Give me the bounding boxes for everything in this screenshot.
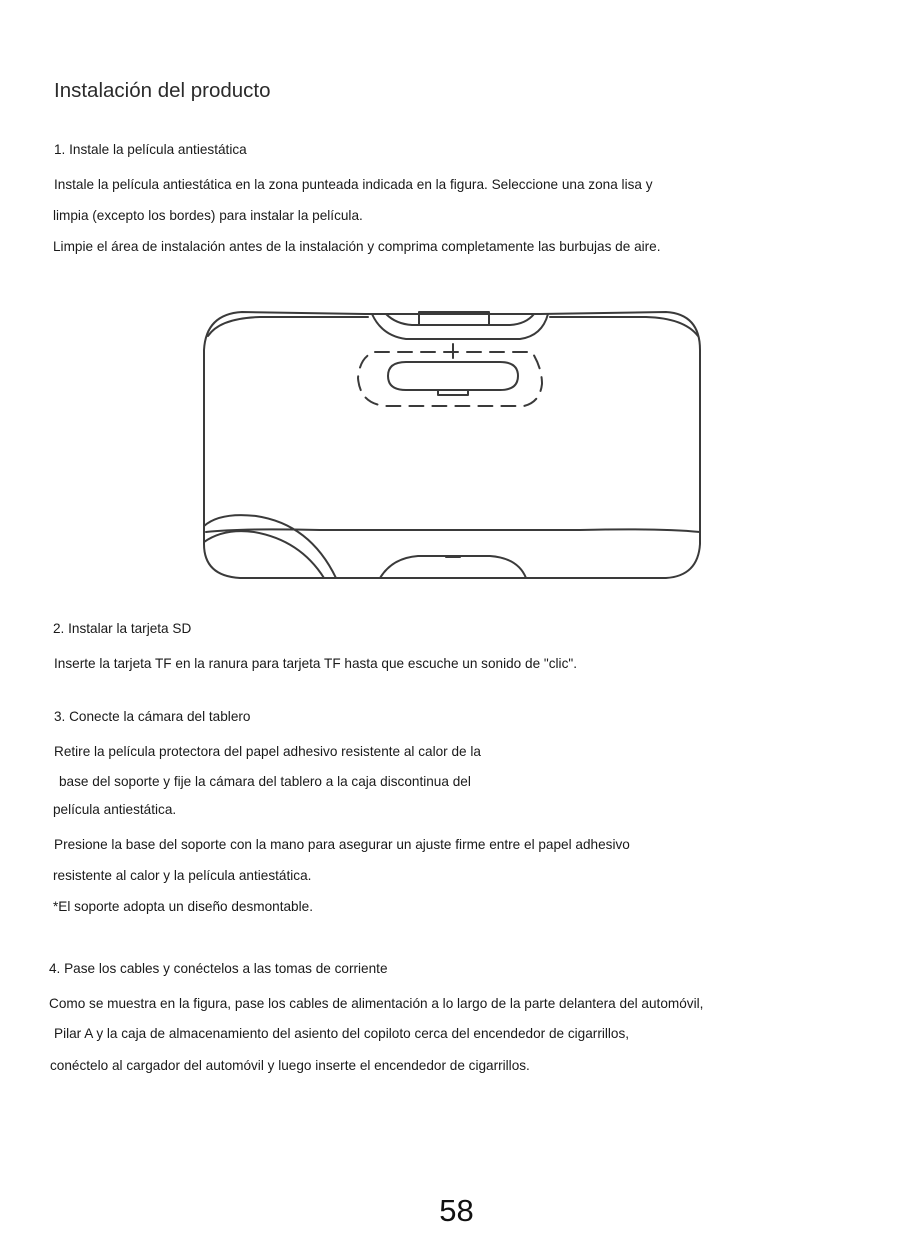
section-2-heading: 2. Instalar la tarjeta SD	[53, 621, 192, 636]
page-title: Instalación del producto	[54, 79, 271, 102]
section-3-text: Retire la película protectora del papel adhesivo resistente al calor de la	[54, 744, 481, 759]
section-4-text: conéctelo al cargador del automóvil y luego inserte el encendedor de cigarrillos.	[50, 1058, 530, 1073]
section-4-text: Como se muestra en la figura, pase los cables de alimentación a lo largo de la parte delantera del automóvil,	[49, 996, 704, 1011]
section-4-heading: 4. Pase los cables y conéctelos a las tomas de corriente	[49, 961, 388, 976]
section-3-note: *El soporte adopta un diseño desmontable.	[53, 899, 313, 914]
section-4-text: Pilar A y la caja de almacenamiento del asiento del copiloto cerca del encendedor de cigarrillos,	[54, 1026, 630, 1041]
top-left-lip	[208, 317, 368, 336]
section-3-text: Presione la base del soporte con la mano para asegurar un ajuste firme entre el papel adhesivo	[54, 837, 630, 852]
dashed-zone	[358, 352, 542, 406]
section-3-text: película antiestática.	[53, 802, 177, 817]
lower-panel-line	[206, 529, 700, 532]
bottom-bump	[380, 556, 526, 578]
top-right-lip	[550, 317, 698, 336]
section-1-text: Instale la película antiestática en la zona punteada indicada en la figura. Seleccione una zona lisa y	[54, 177, 653, 192]
page-number: 58	[439, 1193, 474, 1228]
windshield-film-diagram-icon	[200, 306, 706, 582]
section-2-text: Inserte la tarjeta TF en la ranura para tarjeta TF hasta que escuche un sonido de "clic".	[54, 656, 577, 671]
section-1-text: Limpie el área de instalación antes de la instalación y comprima completamente las burbujas de aire.	[53, 239, 661, 254]
mount-pill	[388, 362, 518, 390]
section-3-text: base del soporte y fije la cámara del tablero a la caja discontinua del	[59, 774, 471, 789]
section-3-text: resistente al calor y la película antiestática.	[53, 868, 312, 883]
mount-notch-inner	[386, 314, 534, 325]
mount-notch-outer	[372, 314, 548, 339]
section-1-text: limpia (excepto los bordes) para instalar la película.	[53, 208, 363, 223]
section-1-heading: 1. Instale la película antiestática	[54, 142, 247, 157]
section-3-heading: 3. Conecte la cámara del tablero	[54, 709, 251, 724]
